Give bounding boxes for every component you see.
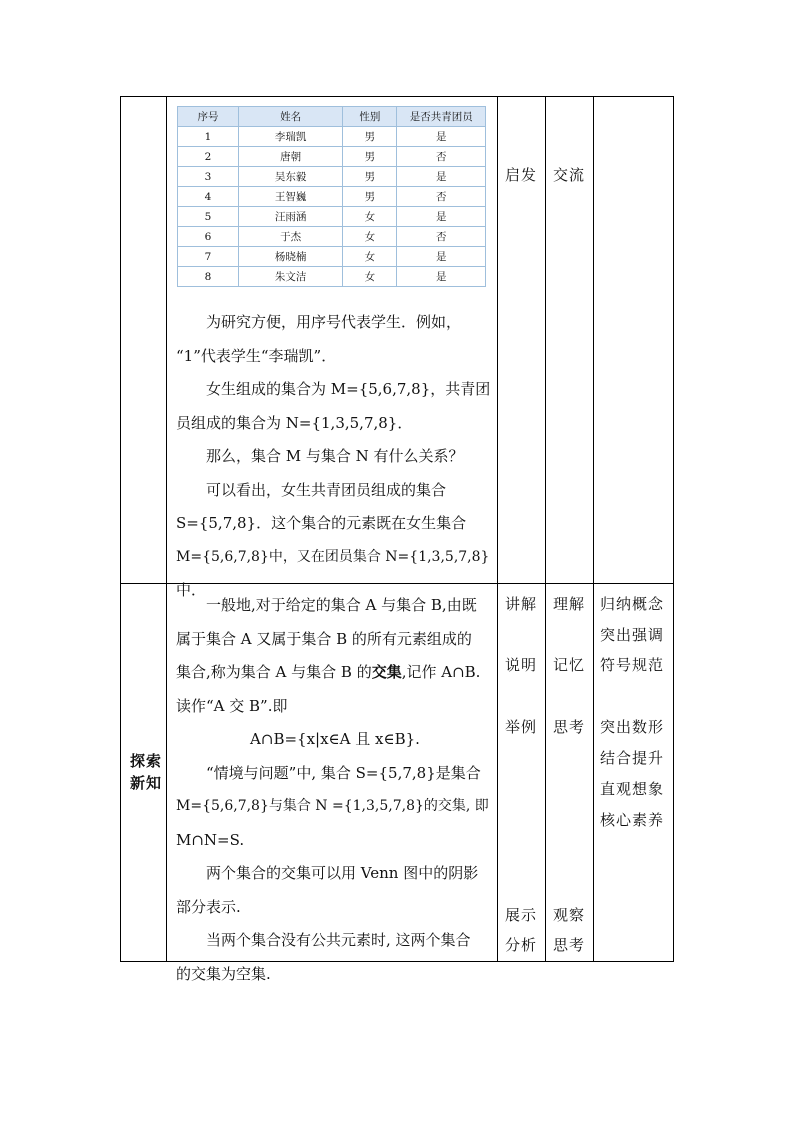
paragraph-line: 那么，集合 M 与集合 N 有什么关系？ [206, 447, 464, 465]
section-label [128, 750, 164, 794]
student-activity: 理解 [553, 595, 586, 613]
roster-header-gender: 性别 [343, 107, 397, 127]
roster-cell-gender: 女 [343, 227, 397, 247]
paragraph-line: “1”代表学生“李瑞凯”． [176, 346, 337, 365]
paragraph-line: 属于集合 A 又属于集合 B 的所有元素组成的 [176, 629, 472, 648]
col-divider-2 [497, 96, 498, 962]
roster-cell-index: 7 [178, 247, 239, 267]
roster-row [178, 247, 486, 267]
student-activity: 观察 [553, 906, 586, 924]
col-divider-1 [166, 96, 167, 962]
roster-header-name: 姓名 [239, 107, 343, 127]
roster-cell-name: 朱文洁 [239, 267, 343, 287]
section-label-line: 探索 [129, 752, 162, 770]
roster-header-index: 序号 [178, 107, 239, 127]
student-activity: 思考 [553, 936, 586, 954]
roster-cell-gender: 男 [343, 127, 397, 147]
col-divider-3 [545, 96, 546, 962]
roster-cell-index: 5 [178, 207, 239, 227]
paragraph-line: 一般地,对于给定的集合 A 与集合 B,由既 [206, 596, 477, 614]
section-label-line: 新知 [129, 774, 162, 792]
teacher-activity: 说明 [505, 656, 538, 674]
roster-row [178, 147, 486, 167]
roster-row [178, 227, 486, 247]
roster-table [177, 106, 486, 287]
roster-cell-name: 吴东毅 [239, 167, 343, 187]
paragraph-line: 员组成的集合为 N={1,3,5,7,8}． [176, 413, 413, 432]
roster-row [178, 187, 486, 207]
roster-cell-index: 2 [178, 147, 239, 167]
roster-cell-gender: 男 [343, 147, 397, 167]
student-activity: 记忆 [553, 656, 586, 674]
paragraph-line: 中． [176, 581, 207, 599]
student-activity-row1: 交流 [553, 166, 586, 184]
roster-cell-gender: 女 [343, 247, 397, 267]
teacher-activity: 举例 [505, 718, 538, 736]
roster-cell-index: 6 [178, 227, 239, 247]
roster-header-member: 是否共青团员 [397, 107, 486, 127]
roster-cell-gender: 男 [343, 167, 397, 187]
paragraph-line [176, 656, 494, 690]
roster-cell-member: 是 [397, 127, 486, 147]
paragraph-line: 两个集合的交集可以用 Venn 图中的阴影 [206, 864, 479, 882]
roster-cell-member: 是 [397, 247, 486, 267]
intersection-term: 交集 [371, 663, 402, 681]
roster-cell-name: 汪雨涵 [239, 207, 343, 227]
teacher-activity-row1: 启发 [505, 166, 538, 184]
paragraph-line: M={5,6,7,8}中，又在团员集合 N={1,3,5,7,8} [176, 548, 490, 565]
design-intent: 结合提升 [600, 749, 665, 767]
definition-text [176, 589, 494, 991]
paragraph-line: 当两个集合没有公共元素时, 这两个集合 [206, 931, 471, 949]
col-divider-4 [593, 96, 594, 962]
roster-cell-gender: 女 [343, 207, 397, 227]
roster-row [178, 267, 486, 287]
paragraph-line: M={5,6,7,8}与集合 N ={1,3,5,7,8}的交集, 即 [176, 798, 489, 814]
paragraph-line: S={5,7,8}．这个集合的元素既在女生集合 [176, 514, 467, 532]
roster-header-row [178, 107, 486, 127]
roster-cell-index: 3 [178, 167, 239, 187]
paragraph-line: 部分表示. [176, 897, 241, 916]
paragraph-line: 为研究方便，用序号代表学生．例如， [206, 313, 462, 331]
teacher-activity: 分析 [505, 936, 538, 954]
roster-cell-member: 否 [397, 147, 486, 167]
design-intent: 归纳概念 [600, 595, 665, 613]
roster-cell-name: 王智巍 [239, 187, 343, 207]
roster-cell-member: 是 [397, 167, 486, 187]
teacher-activity: 讲解 [505, 595, 538, 613]
roster-row [178, 167, 486, 187]
formula-line: A∩B={x|x∈A 且 x∈B}. [250, 730, 420, 748]
roster-cell-name: 于杰 [239, 227, 343, 247]
paragraph-line: “情境与问题”中, 集合 S={5,7,8}是集合 [206, 763, 481, 782]
design-intent: 突出强调 [600, 626, 665, 644]
paragraph-line: 女生组成的集合为 M={5,6,7,8}，共青团 [206, 380, 491, 398]
roster-row [178, 207, 486, 227]
roster-cell-member: 否 [397, 187, 486, 207]
design-intent: 符号规范 [600, 656, 665, 674]
design-intent: 突出数形 [600, 718, 665, 736]
roster-cell-index: 4 [178, 187, 239, 207]
situation-text [176, 306, 494, 608]
roster-cell-member: 是 [397, 267, 486, 287]
text-span: 集合,称为集合 A 与集合 B 的 [176, 663, 372, 681]
paragraph-line: 的交集为空集. [176, 964, 271, 983]
roster-cell-member: 是 [397, 207, 486, 227]
paragraph-line: 读作“A 交 B”.即 [176, 696, 288, 715]
roster-cell-name: 李瑞凯 [239, 127, 343, 147]
roster-cell-gender: 女 [343, 267, 397, 287]
roster-row [178, 127, 486, 147]
paragraph-line: M∩N=S. [176, 830, 245, 849]
roster-cell-index: 1 [178, 127, 239, 147]
design-intent: 核心素养 [600, 811, 665, 829]
roster-cell-gender: 男 [343, 187, 397, 207]
paragraph-line: 可以看出，女生共青团员组成的集合 [206, 480, 447, 499]
design-intent: 直观想象 [600, 780, 665, 798]
student-activity: 思考 [553, 718, 586, 736]
roster-cell-member: 否 [397, 227, 486, 247]
teacher-activity: 展示 [505, 906, 538, 924]
roster-cell-name: 杨晓楠 [239, 247, 343, 267]
roster-cell-index: 8 [178, 267, 239, 287]
roster-cell-name: 唐朝 [239, 147, 343, 167]
text-span: ,记作 A∩B. [401, 663, 481, 681]
